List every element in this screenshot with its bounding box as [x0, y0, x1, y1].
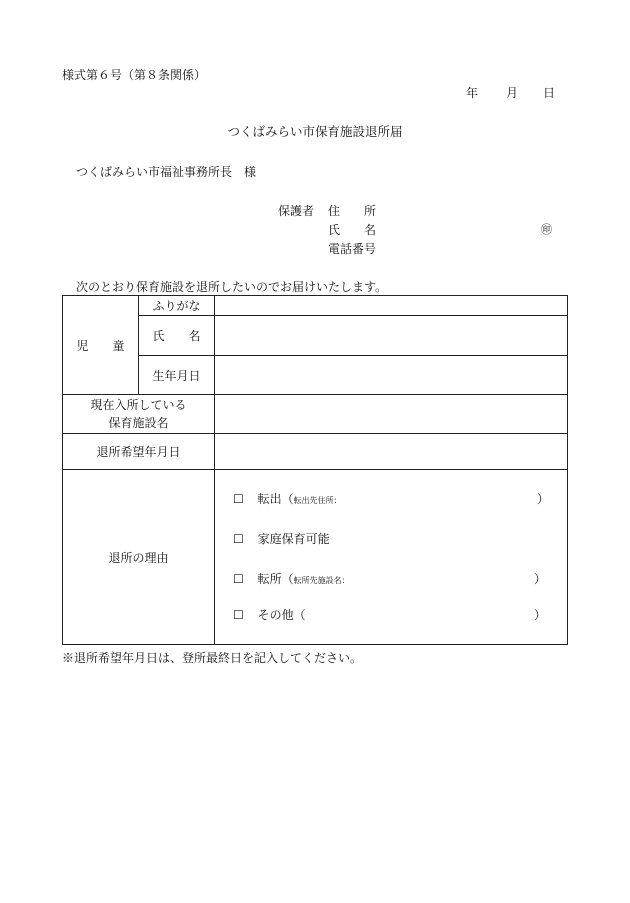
checkbox-transfer[interactable]: ☐ — [233, 572, 244, 586]
date-month-label: 月 — [506, 86, 519, 100]
checkbox-moving-out[interactable]: ☐ — [233, 492, 244, 506]
reason-moving-out-label: 転出 — [257, 492, 282, 506]
date-year-label: 年 — [466, 86, 479, 100]
checkbox-home-care[interactable]: ☐ — [233, 532, 244, 546]
intro-text: 次のとおり保育施設を退所したいのでお届けいたします。 — [76, 280, 388, 294]
furigana-input[interactable] — [215, 296, 568, 316]
reason-home-care-label: 家庭保育可能 — [257, 532, 330, 546]
guardian-label: 保護者 — [278, 204, 315, 218]
addressee: つくばみらい市福祉事務所長 様 — [76, 165, 257, 179]
child-name-label: 氏 名 — [139, 316, 215, 356]
reason-moving-out-close-paren: ） — [537, 492, 550, 506]
guardian-phone-label: 電話番号 — [328, 242, 377, 256]
current-facility-label — [63, 395, 215, 434]
current-facility-label-line1: 現在入所している — [90, 398, 187, 412]
form-title: つくばみらい市保育施設退所届 — [227, 124, 403, 139]
desired-date-label: 退所希望年月日 — [63, 434, 215, 470]
reason-other-label: その他 — [257, 608, 294, 622]
checkbox-other[interactable]: ☐ — [233, 608, 244, 622]
child-name-input[interactable] — [215, 316, 568, 356]
guardian-address-label: 住 所 — [328, 204, 377, 218]
desired-date-input[interactable] — [215, 434, 568, 470]
form-number: 様式第６号（第８条関係） — [62, 68, 207, 82]
reason-other — [233, 606, 547, 623]
reason-options — [215, 470, 568, 645]
withdrawal-form-table — [62, 295, 568, 645]
reason-moving-out-destination-label: 転出先住所： — [293, 496, 342, 505]
guardian-name-label: 氏 名 — [328, 223, 377, 237]
current-facility-label-line2: 保育施設名 — [108, 416, 169, 430]
furigana-label: ふりがな — [139, 296, 215, 316]
reason-label: 退所の理由 — [63, 470, 215, 645]
reason-transfer-facility-label: 転所先施設名： — [293, 576, 350, 585]
reason-home-care — [233, 530, 330, 547]
child-label: 児 童 — [63, 296, 139, 395]
reason-transfer-label: 転所 — [257, 572, 282, 586]
reason-transfer — [233, 570, 547, 587]
birthdate-input[interactable] — [215, 356, 568, 395]
reason-transfer-close-paren: ） — [534, 572, 547, 586]
birthdate-label: 生年月日 — [139, 356, 215, 395]
reason-transfer-open-paren: （ — [281, 572, 294, 586]
reason-other-close-paren: ） — [534, 608, 547, 622]
reason-moving-out-open-paren: （ — [281, 492, 294, 506]
seal-mark: ㊞ — [541, 223, 552, 236]
reason-moving-out — [233, 490, 550, 507]
current-facility-input[interactable] — [215, 395, 568, 434]
footnote: ※退所希望年月日は、登所最終日を記入してください。 — [62, 651, 363, 665]
date-day-label: 日 — [543, 86, 556, 100]
reason-other-open-paren: （ — [293, 608, 306, 622]
